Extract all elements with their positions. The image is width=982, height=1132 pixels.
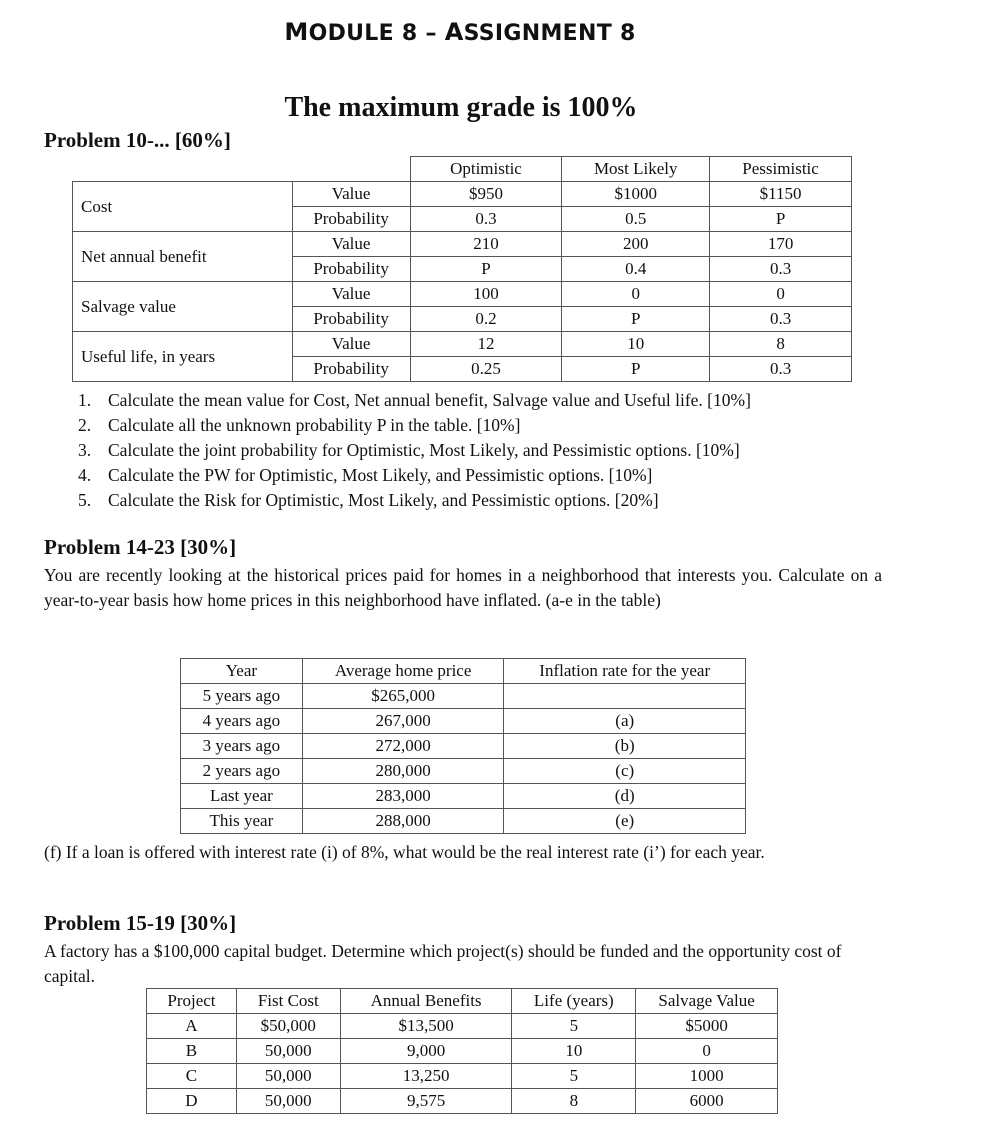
table-row bbox=[73, 282, 852, 307]
table-cell: 9,000 bbox=[340, 1039, 512, 1064]
grade-line: The maximum grade is 100% bbox=[284, 92, 638, 123]
table-cell: 5 bbox=[512, 1014, 636, 1039]
problem-15-heading: Problem 15-19 [30%] bbox=[44, 911, 237, 935]
table-row bbox=[181, 734, 746, 759]
table-row bbox=[147, 1064, 778, 1089]
table-cell: $1000 bbox=[562, 182, 710, 207]
column-header: Life (years) bbox=[512, 989, 636, 1014]
table-cell: 0 bbox=[710, 282, 852, 307]
list-item: 3. Calculate the joint probability for Optimistic, Most Likely, and Pessimistic options. [10%] bbox=[78, 440, 740, 460]
table-cell: 10 bbox=[512, 1039, 636, 1064]
table-row bbox=[147, 1039, 778, 1064]
probability-label: Probability bbox=[292, 257, 410, 282]
table-row bbox=[181, 784, 746, 809]
table-cell: A bbox=[147, 1014, 237, 1039]
problem-14-heading: Problem 14-23 [30%] bbox=[44, 535, 237, 559]
column-header: Project bbox=[147, 989, 237, 1014]
table-row bbox=[147, 1014, 778, 1039]
table-cell: 283,000 bbox=[302, 784, 504, 809]
problem-14-followup: (f) If a loan is offered with interest rate (i) of 8%, what would be the real interest rate (i’) for each year. bbox=[44, 842, 765, 862]
problem-15-intro: A factory has a $100,000 capital budget. Determine which project(s) should be funded and the opportunity cost of capital. bbox=[44, 941, 842, 986]
table-cell: 1000 bbox=[636, 1064, 778, 1089]
problem-15-table bbox=[146, 988, 778, 1114]
column-header: Optimistic bbox=[410, 157, 562, 182]
table-cell: $50,000 bbox=[236, 1014, 340, 1039]
table-row bbox=[181, 709, 746, 734]
table-cell: 0.3 bbox=[710, 257, 852, 282]
table-cell: $265,000 bbox=[302, 684, 504, 709]
table-header-row bbox=[181, 659, 746, 684]
table-row bbox=[181, 684, 746, 709]
table-header-row bbox=[147, 989, 778, 1014]
row-label: Salvage value bbox=[73, 282, 293, 332]
column-header: Pessimistic bbox=[710, 157, 852, 182]
row-label: Cost bbox=[73, 182, 293, 232]
table-cell: D bbox=[147, 1089, 237, 1114]
table-cell: (d) bbox=[504, 784, 746, 809]
table-cell: C bbox=[147, 1064, 237, 1089]
list-item: 4. Calculate the PW for Optimistic, Most Likely, and Pessimistic options. [10%] bbox=[78, 465, 653, 485]
table-cell: 0.25 bbox=[410, 357, 562, 382]
row-label: Useful life, in years bbox=[73, 332, 293, 382]
table-cell: 9,575 bbox=[340, 1089, 512, 1114]
column-header: Most Likely bbox=[562, 157, 710, 182]
table-cell: (c) bbox=[504, 759, 746, 784]
probability-label: Probability bbox=[292, 207, 410, 232]
table-cell: 5 bbox=[512, 1064, 636, 1089]
table-row bbox=[181, 759, 746, 784]
table-cell: 0.3 bbox=[410, 207, 562, 232]
table-cell: 288,000 bbox=[302, 809, 504, 834]
table-cell: P bbox=[562, 307, 710, 332]
module-title: MODULE 8 – ASSIGNMENT 8 bbox=[284, 18, 636, 46]
table-cell: 0.4 bbox=[562, 257, 710, 282]
table-cell: 50,000 bbox=[236, 1064, 340, 1089]
table-cell: 272,000 bbox=[302, 734, 504, 759]
column-header: Average home price bbox=[302, 659, 504, 684]
table-row bbox=[73, 182, 852, 207]
table-cell: 280,000 bbox=[302, 759, 504, 784]
table-cell: Last year bbox=[181, 784, 303, 809]
table-row bbox=[73, 332, 852, 357]
table-cell: 3 years ago bbox=[181, 734, 303, 759]
table-cell: 0.3 bbox=[710, 307, 852, 332]
table-cell: 6000 bbox=[636, 1089, 778, 1114]
table-cell: 0.3 bbox=[710, 357, 852, 382]
probability-label: Probability bbox=[292, 307, 410, 332]
table-cell: $13,500 bbox=[340, 1014, 512, 1039]
column-header: Inflation rate for the year bbox=[504, 659, 746, 684]
problem-10-questions bbox=[78, 388, 938, 513]
table-cell: 8 bbox=[710, 332, 852, 357]
table-cell: 50,000 bbox=[236, 1039, 340, 1064]
table-cell: 100 bbox=[410, 282, 562, 307]
table-cell: 13,250 bbox=[340, 1064, 512, 1089]
table-cell: $1150 bbox=[710, 182, 852, 207]
problem-14-intro: You are recently looking at the historical prices paid for homes in a neighborhood that interests you. Calculate on a year-to-year basis how home prices in this neighborhood have inflated. (a-e in the table) bbox=[44, 565, 882, 610]
table-cell: 4 years ago bbox=[181, 709, 303, 734]
table-row bbox=[147, 1089, 778, 1114]
table-cell: 0 bbox=[636, 1039, 778, 1064]
table-cell: (e) bbox=[504, 809, 746, 834]
table-header-row bbox=[73, 157, 852, 182]
column-header: Year bbox=[181, 659, 303, 684]
table-cell: P bbox=[562, 357, 710, 382]
table-cell: $950 bbox=[410, 182, 562, 207]
column-header: Fist Cost bbox=[236, 989, 340, 1014]
table-cell: 170 bbox=[710, 232, 852, 257]
table-cell: 0.2 bbox=[410, 307, 562, 332]
table-cell: $5000 bbox=[636, 1014, 778, 1039]
table-cell: This year bbox=[181, 809, 303, 834]
table-cell: 210 bbox=[410, 232, 562, 257]
table-cell: 10 bbox=[562, 332, 710, 357]
column-header: Salvage Value bbox=[636, 989, 778, 1014]
table-cell: P bbox=[710, 207, 852, 232]
problem-14-table bbox=[180, 658, 746, 834]
table-cell: 12 bbox=[410, 332, 562, 357]
list-item: 5. Calculate the Risk for Optimistic, Most Likely, and Pessimistic options. [20%] bbox=[78, 490, 659, 510]
list-item: 2. Calculate all the unknown probability P in the table. [10%] bbox=[78, 415, 521, 435]
table-row bbox=[73, 232, 852, 257]
value-label: Value bbox=[292, 332, 410, 357]
table-cell: 2 years ago bbox=[181, 759, 303, 784]
problem-10-table bbox=[72, 156, 852, 382]
problem-10-heading: Problem 10-... [60%] bbox=[44, 128, 231, 152]
list-item: 1. Calculate the mean value for Cost, Net annual benefit, Salvage value and Useful life. [10%] bbox=[78, 390, 751, 410]
table-cell: 267,000 bbox=[302, 709, 504, 734]
value-label: Value bbox=[292, 232, 410, 257]
table-cell: B bbox=[147, 1039, 237, 1064]
row-label: Net annual benefit bbox=[73, 232, 293, 282]
table-cell: 8 bbox=[512, 1089, 636, 1114]
table-cell: P bbox=[410, 257, 562, 282]
table-cell: (a) bbox=[504, 709, 746, 734]
table-cell bbox=[504, 684, 746, 709]
table-cell: 200 bbox=[562, 232, 710, 257]
value-label: Value bbox=[292, 282, 410, 307]
probability-label: Probability bbox=[292, 357, 410, 382]
table-cell: 50,000 bbox=[236, 1089, 340, 1114]
table-cell: 5 years ago bbox=[181, 684, 303, 709]
column-header: Annual Benefits bbox=[340, 989, 512, 1014]
table-row bbox=[181, 809, 746, 834]
table-cell: 0.5 bbox=[562, 207, 710, 232]
table-cell: (b) bbox=[504, 734, 746, 759]
value-label: Value bbox=[292, 182, 410, 207]
table-cell: 0 bbox=[562, 282, 710, 307]
